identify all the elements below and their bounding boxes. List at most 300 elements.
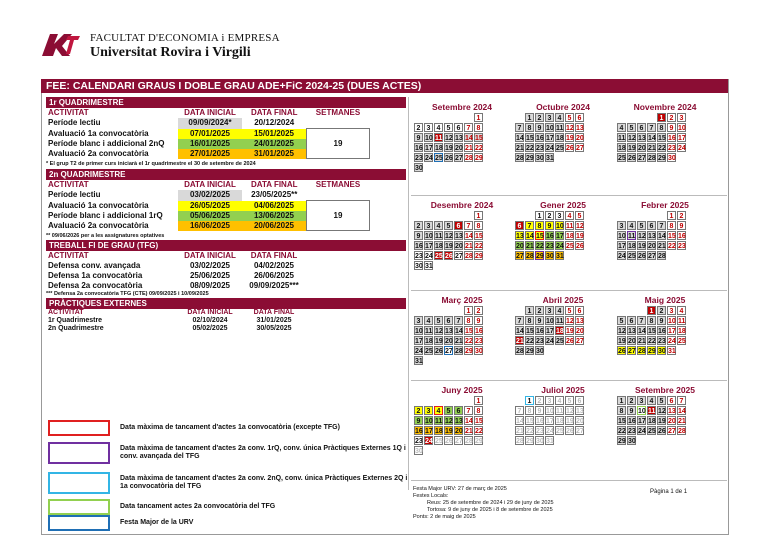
row-weeks: 19 bbox=[307, 129, 370, 159]
calendar-day: 1 bbox=[525, 396, 534, 405]
row-label: Defensa 1a convocatòria bbox=[48, 271, 143, 280]
calendar-day: 1 bbox=[474, 211, 483, 220]
legend-text: Festa Major de la URV bbox=[120, 519, 194, 526]
calendar-day: 7 bbox=[515, 406, 524, 415]
calendar-day: 6 bbox=[454, 123, 463, 132]
calendar-day: 1 bbox=[464, 306, 473, 315]
calendar-day: 29 bbox=[526, 348, 534, 355]
calendar-day: 22 bbox=[526, 338, 534, 345]
calendar-day: 27 bbox=[455, 253, 463, 260]
calendar-day: 21 bbox=[516, 145, 524, 152]
calendar-day: 11 bbox=[678, 318, 686, 325]
calendar-day: 15 bbox=[668, 233, 676, 240]
calendar-day: 6 bbox=[627, 316, 636, 325]
calendar-day: 24 bbox=[415, 348, 423, 355]
row-label: Avaluació 2a convocatòria bbox=[48, 148, 149, 158]
calendar-day: 21 bbox=[638, 338, 646, 345]
calendar-day: 5 bbox=[617, 316, 626, 325]
row-label: Període blanc i addicional 1rQ bbox=[48, 210, 163, 220]
calendar-day: 23 bbox=[536, 145, 544, 152]
calendar-day: 26 bbox=[445, 155, 453, 162]
footer-line: Ponts: 2 de maig de 2025 bbox=[413, 514, 476, 520]
row-weeks bbox=[307, 190, 370, 201]
row-label: 1r Quadrimestre bbox=[48, 317, 103, 324]
calendar-day: 7 bbox=[647, 123, 656, 132]
calendar-day: 27 bbox=[445, 348, 453, 355]
calendar-day: 2 bbox=[535, 306, 544, 315]
calendar-day: 18 bbox=[678, 328, 686, 335]
month-title: Octubre 2024 bbox=[536, 102, 590, 112]
calendar-day: 11 bbox=[618, 135, 626, 142]
legend-item bbox=[48, 420, 410, 436]
q2-row bbox=[46, 201, 370, 211]
row-weeks bbox=[307, 118, 370, 129]
calendar-day: 26 bbox=[566, 145, 574, 152]
page-title: FEE: CALENDARI GRAUS I DOBLE GRAU ADE+FiC 2024-25 (DUES ACTES) bbox=[41, 79, 728, 93]
calendar-day: 7 bbox=[677, 396, 686, 405]
calendar-day: 8 bbox=[464, 316, 473, 325]
calendar-day: 29 bbox=[465, 348, 473, 355]
calendar-day: 28 bbox=[465, 253, 473, 260]
calendar-day: 17 bbox=[425, 243, 433, 250]
row-start: 05/02/2025 bbox=[192, 325, 228, 332]
calendar-day: 6 bbox=[667, 396, 676, 405]
calendar-day: 31 bbox=[546, 155, 554, 162]
calendar-day: 7 bbox=[464, 221, 473, 230]
calendar-day: 1 bbox=[474, 113, 483, 122]
month-calendar bbox=[414, 199, 510, 270]
calendar-day: 25 bbox=[435, 438, 443, 445]
calendar-day: 30 bbox=[475, 348, 483, 355]
calendar-day: 30 bbox=[536, 438, 544, 445]
calendar-day: 29 bbox=[648, 348, 656, 355]
q2-header-setmanes: SETMANES bbox=[315, 180, 361, 189]
q2-section-title: 2n QUADRIMESTRE bbox=[46, 169, 406, 180]
calendar-day: 27 bbox=[455, 438, 463, 445]
calendar-day: 24 bbox=[546, 145, 554, 152]
calendar-day: 23 bbox=[668, 145, 676, 152]
legend-purple-swatch bbox=[48, 442, 110, 464]
month-calendar bbox=[515, 384, 611, 445]
row-end: 15/01/2025 bbox=[242, 129, 307, 139]
calendar-day: 28 bbox=[516, 155, 524, 162]
calendar-day: 25 bbox=[566, 243, 574, 250]
calendar-day: 27 bbox=[648, 253, 656, 260]
month-title: Desembre 2024 bbox=[430, 200, 494, 210]
calendar-day: 12 bbox=[628, 135, 636, 142]
calendar-day: 2 bbox=[667, 113, 676, 122]
calendar-day: 10 bbox=[556, 223, 564, 230]
faculty-name: FACULTAT D'ECONOMIA i EMPRESA bbox=[90, 32, 280, 44]
calendar-day: 19 bbox=[566, 418, 574, 425]
row-end: 09/09/2025*** bbox=[249, 281, 299, 290]
calendar-day: 22 bbox=[475, 243, 483, 250]
calendar-day: 15 bbox=[618, 418, 626, 425]
calendar-day: 16 bbox=[415, 145, 423, 152]
footer-line: Festa Major URV: 27 de març de 2025 bbox=[413, 486, 507, 492]
calendar-day: 29 bbox=[475, 253, 483, 260]
calendar-day: 28 bbox=[465, 438, 473, 445]
legend-text: Data tancament actes 2a convocatòria del TFG bbox=[120, 503, 276, 510]
tfg-header-activitat: ACTIVITAT bbox=[48, 251, 89, 260]
calendar-day: 23 bbox=[415, 155, 423, 162]
calendar-day: 9 bbox=[535, 406, 544, 415]
calendar-day: 4 bbox=[627, 221, 636, 230]
calendar-day: 28 bbox=[465, 155, 473, 162]
tfg-table bbox=[46, 251, 306, 291]
calendar-day: 17 bbox=[546, 135, 554, 142]
calendar-day: 17 bbox=[546, 328, 554, 335]
calendar-day: 31 bbox=[668, 348, 676, 355]
row-end: 31/01/2025 bbox=[242, 149, 307, 159]
calendar-day: 5 bbox=[444, 123, 453, 132]
calendar-day: 15 bbox=[465, 328, 473, 335]
q2-header-inici: DATA INICIAL bbox=[184, 180, 236, 189]
calendar-day: 2 bbox=[414, 221, 423, 230]
calendar-day: 19 bbox=[618, 338, 626, 345]
pe-section-title: PRÀCTIQUES EXTERNES bbox=[46, 298, 406, 309]
calendar-day: 14 bbox=[658, 233, 666, 240]
calendar-day: 7 bbox=[637, 316, 646, 325]
calendar-day: 12 bbox=[445, 418, 453, 425]
calendar-day: 15 bbox=[648, 328, 656, 335]
calendar-day: 27 bbox=[628, 348, 636, 355]
calendar-day: 26 bbox=[445, 438, 453, 445]
calendar-day: 28 bbox=[638, 348, 646, 355]
calendar-day: 7 bbox=[515, 123, 524, 132]
calendar-day: 12 bbox=[566, 125, 574, 132]
calendar-day: 26 bbox=[445, 253, 453, 260]
calendar-day: 14 bbox=[638, 328, 646, 335]
calendar-day: 23 bbox=[536, 428, 544, 435]
calendar-day: 5 bbox=[637, 221, 646, 230]
calendar-day: 1 bbox=[535, 211, 544, 220]
q2-header-activitat: ACTIVITAT bbox=[48, 180, 89, 189]
calendar-day: 22 bbox=[536, 243, 544, 250]
calendar-day: 14 bbox=[526, 233, 534, 240]
calendar-day: 20 bbox=[668, 418, 676, 425]
calendar-day: 15 bbox=[526, 135, 534, 142]
calendar-day: 7 bbox=[464, 406, 473, 415]
calendar-day: 25 bbox=[628, 253, 636, 260]
calendar-day: 18 bbox=[435, 243, 443, 250]
calendar-day: 28 bbox=[516, 438, 524, 445]
calendar-day: 3 bbox=[424, 406, 433, 415]
calendar-day: 6 bbox=[637, 123, 646, 132]
calendar-day: 6 bbox=[575, 113, 584, 122]
calendar-day: 25 bbox=[556, 428, 564, 435]
calendar-day: 25 bbox=[556, 145, 564, 152]
row-end: 20/06/2025 bbox=[242, 221, 307, 231]
month-title: Setembre 2025 bbox=[634, 385, 695, 395]
calendar-day: 14 bbox=[465, 233, 473, 240]
month-calendar bbox=[515, 294, 611, 355]
row-start: 16/06/2025 bbox=[178, 221, 242, 231]
calendar-day: 5 bbox=[565, 113, 574, 122]
tfg-header-inici: DATA INICIAL bbox=[184, 251, 236, 260]
calendar-day: 8 bbox=[474, 221, 483, 230]
row-start: 05/06/2025 bbox=[178, 211, 242, 221]
q1-header-activitat: ACTIVITAT bbox=[48, 108, 89, 117]
row-start: 03/02/2025 bbox=[178, 190, 242, 201]
calendar-day: 6 bbox=[575, 396, 584, 405]
calendar-day: 8 bbox=[617, 406, 626, 415]
q2-header-final: DATA FINAL bbox=[250, 180, 298, 189]
calendar-day: 18 bbox=[618, 145, 626, 152]
legend-text: Data màxima de tancament d'actes 2a conv. 2nQ, conv. única Pràctiques Externes 2Q i 1a convocatòria del TFG bbox=[120, 475, 408, 490]
calendar-day: 23 bbox=[415, 438, 423, 445]
calendar-day: 6 bbox=[575, 306, 584, 315]
calendar-day: 25 bbox=[435, 253, 443, 260]
calendar-day: 26 bbox=[658, 428, 666, 435]
calendar-day: 5 bbox=[565, 396, 574, 405]
month-calendar bbox=[414, 101, 510, 172]
calendar-day: 30 bbox=[668, 155, 676, 162]
calendar-day: 18 bbox=[566, 233, 574, 240]
q1-header-final: DATA FINAL bbox=[250, 108, 298, 117]
row-end: 31/01/2025 bbox=[256, 317, 292, 324]
calendar-day: 4 bbox=[677, 306, 686, 315]
calendar-day: 27 bbox=[668, 428, 676, 435]
calendar-day: 1 bbox=[525, 306, 534, 315]
month-title: Setembre 2024 bbox=[431, 102, 492, 112]
calendar-day: 5 bbox=[565, 306, 574, 315]
q2-note: ** 09/06/2026 per a les assignatures optatives bbox=[46, 233, 165, 239]
calendar-day: 4 bbox=[434, 406, 443, 415]
legend-text: Data màxima de tancament d'actes 2a conv. 1rQ, conv. única Pràctiques Externes 1Q i conv. avançada del TFG bbox=[120, 445, 406, 460]
calendar-day: 29 bbox=[475, 155, 483, 162]
calendar-day: 30 bbox=[546, 253, 554, 260]
calendar-day: 18 bbox=[556, 418, 564, 425]
calendar-day: 30 bbox=[658, 348, 666, 355]
month-calendar bbox=[617, 294, 713, 355]
calendar-day: 15 bbox=[658, 135, 666, 142]
calendar-day: 22 bbox=[668, 243, 676, 250]
calendar-day: 22 bbox=[465, 338, 473, 345]
month-calendar bbox=[414, 294, 510, 365]
calendar-day: 12 bbox=[566, 408, 574, 415]
calendar-day: 15 bbox=[536, 233, 544, 240]
calendar-day: 12 bbox=[445, 233, 453, 240]
calendar-day: 20 bbox=[455, 243, 463, 250]
tfg-row bbox=[46, 261, 306, 271]
calendar-day: 27 bbox=[576, 145, 584, 152]
month-title: Març 2025 bbox=[441, 295, 483, 305]
calendar-day: 7 bbox=[464, 123, 473, 132]
calendar-day: 3 bbox=[617, 221, 626, 230]
calendar-day: 19 bbox=[445, 428, 453, 435]
calendar-day: 25 bbox=[556, 338, 564, 345]
calendar-day: 26 bbox=[435, 348, 443, 355]
calendar-day: 29 bbox=[618, 438, 626, 445]
calendar-day: 6 bbox=[444, 316, 453, 325]
row-end: 24/01/2025 bbox=[242, 139, 307, 149]
q1-row bbox=[46, 129, 370, 139]
calendar-day: 9 bbox=[414, 133, 423, 142]
calendar-day: 17 bbox=[678, 135, 686, 142]
calendar-day: 8 bbox=[525, 316, 534, 325]
calendar-day: 19 bbox=[638, 243, 646, 250]
calendar-row-divider bbox=[411, 480, 727, 481]
calendar-day: 9 bbox=[677, 221, 686, 230]
calendar-day: 11 bbox=[435, 233, 443, 240]
calendar-day: 2 bbox=[474, 306, 483, 315]
calendar-day: 13 bbox=[455, 418, 463, 425]
calendar-day: 12 bbox=[576, 223, 584, 230]
row-start: 03/02/2025 bbox=[189, 261, 231, 270]
calendar-day: 4 bbox=[647, 396, 656, 405]
calendar-day: 20 bbox=[445, 338, 453, 345]
calendar-day: 19 bbox=[628, 145, 636, 152]
calendar-day: 13 bbox=[445, 328, 453, 335]
pe-row bbox=[46, 325, 306, 333]
calendar-day: 2 bbox=[414, 406, 423, 415]
page-number: Pàgina 1 de 1 bbox=[650, 489, 688, 495]
month-title: Maig 2025 bbox=[644, 295, 686, 305]
calendar-day: 9 bbox=[545, 221, 554, 230]
calendar-day: 8 bbox=[474, 406, 483, 415]
calendar-day: 10 bbox=[678, 125, 686, 132]
calendar-day: 21 bbox=[516, 428, 524, 435]
calendar-day: 15 bbox=[526, 328, 534, 335]
calendar-day: 30 bbox=[536, 155, 544, 162]
calendar-day: 27 bbox=[576, 428, 584, 435]
row-start: 16/01/2025 bbox=[178, 139, 242, 149]
calendar-day: 16 bbox=[678, 233, 686, 240]
calendar-day: 30 bbox=[415, 165, 423, 172]
calendar-day: 31 bbox=[556, 253, 564, 260]
calendar-day: 5 bbox=[575, 211, 584, 220]
calendar-day: 20 bbox=[628, 338, 636, 345]
row-label: Avaluació 1a convocatòria bbox=[48, 200, 149, 210]
calendar-day: 12 bbox=[658, 408, 666, 415]
calendar-day: 28 bbox=[658, 253, 666, 260]
calendar-day: 10 bbox=[618, 233, 626, 240]
calendar-day: 16 bbox=[536, 135, 544, 142]
calendar-day: 25 bbox=[678, 338, 686, 345]
row-end: 04/06/2025 bbox=[242, 201, 307, 211]
calendar-day: 15 bbox=[526, 418, 534, 425]
calendar-day: 13 bbox=[668, 408, 676, 415]
calendar-day: 19 bbox=[435, 338, 443, 345]
calendar-day: 22 bbox=[475, 145, 483, 152]
pe-header-inici: DATA INICIAL bbox=[187, 309, 233, 316]
calendar-day: 14 bbox=[516, 418, 524, 425]
month-title: Juliol 2025 bbox=[541, 385, 585, 395]
tfg-header-final: DATA FINAL bbox=[250, 251, 298, 260]
calendar-day: 7 bbox=[454, 316, 463, 325]
row-label: Defensa 2a convocatòria bbox=[48, 281, 143, 290]
calendar-day: 29 bbox=[536, 253, 544, 260]
row-start: 02/10/2024 bbox=[192, 317, 228, 324]
calendar-day: 24 bbox=[556, 243, 564, 250]
calendar-day: 13 bbox=[576, 318, 584, 325]
calendar-day: 4 bbox=[434, 221, 443, 230]
calendar-day: 13 bbox=[638, 135, 646, 142]
calendar-day: 4 bbox=[555, 306, 564, 315]
row-start: 25/06/2025 bbox=[189, 271, 231, 280]
q1-section-title: 1r QUADRIMESTRE bbox=[46, 97, 406, 108]
calendar-day: 10 bbox=[668, 318, 676, 325]
calendar-day: 26 bbox=[576, 243, 584, 250]
calendar-day: 10 bbox=[425, 233, 433, 240]
calendar-day: 28 bbox=[648, 155, 656, 162]
row-start: 07/01/2025 bbox=[178, 129, 242, 139]
row-label: Període lectiu bbox=[48, 118, 101, 128]
calendar-day: 1 bbox=[525, 113, 534, 122]
calendar-day: 8 bbox=[657, 123, 666, 132]
calendar-day: 28 bbox=[678, 428, 686, 435]
calendar-day: 18 bbox=[435, 428, 443, 435]
calendar-day: 14 bbox=[516, 135, 524, 142]
calendar-day: 11 bbox=[566, 223, 574, 230]
calendar-day: 10 bbox=[546, 125, 554, 132]
calendar-day: 13 bbox=[455, 135, 463, 142]
calendar-day: 21 bbox=[658, 243, 666, 250]
month-title: Febrer 2025 bbox=[641, 200, 689, 210]
calendar-day: 19 bbox=[576, 233, 584, 240]
calendar-day: 26 bbox=[638, 253, 646, 260]
calendar-day: 11 bbox=[425, 328, 433, 335]
q1-table bbox=[46, 108, 370, 159]
calendar-day: 1 bbox=[647, 306, 656, 315]
calendar-day: 12 bbox=[618, 328, 626, 335]
calendar-day: 18 bbox=[556, 135, 564, 142]
row-end: 30/05/2025 bbox=[256, 325, 292, 332]
calendar-day: 10 bbox=[638, 408, 646, 415]
legend-item bbox=[48, 472, 410, 494]
calendar-day: 22 bbox=[618, 428, 626, 435]
row-label: Període blanc i addicional 2nQ bbox=[48, 138, 165, 148]
calendar-day: 8 bbox=[535, 221, 544, 230]
calendar-day: 9 bbox=[535, 316, 544, 325]
row-start: 08/09/2025 bbox=[189, 281, 231, 290]
month-calendar bbox=[515, 199, 611, 260]
calendar-day: 12 bbox=[638, 233, 646, 240]
calendar-day: 17 bbox=[415, 338, 423, 345]
calendar-day: 6 bbox=[454, 406, 463, 415]
calendar-day: 2 bbox=[414, 123, 423, 132]
calendar-day: 19 bbox=[566, 135, 574, 142]
calendar-day: 13 bbox=[455, 233, 463, 240]
calendar-day: 10 bbox=[546, 318, 554, 325]
calendar-day: 29 bbox=[475, 438, 483, 445]
calendar-day: 10 bbox=[415, 328, 423, 335]
calendar-day: 15 bbox=[475, 233, 483, 240]
calendar-day: 5 bbox=[657, 396, 666, 405]
calendar-day: 4 bbox=[565, 211, 574, 220]
row-start: 26/05/2025 bbox=[178, 201, 242, 211]
legend-blue-swatch bbox=[48, 515, 110, 531]
calendar-day: 11 bbox=[556, 318, 564, 325]
month-calendar bbox=[617, 101, 713, 162]
q1-header-inici: DATA INICIAL bbox=[184, 108, 236, 117]
calendar-day: 2 bbox=[535, 396, 544, 405]
calendar-day: 16 bbox=[475, 328, 483, 335]
calendar-day: 26 bbox=[618, 348, 626, 355]
calendar-day: 4 bbox=[555, 113, 564, 122]
calendar-day: 23 bbox=[658, 338, 666, 345]
row-label: Defensa conv. avançada bbox=[48, 261, 141, 270]
month-calendar bbox=[515, 101, 611, 162]
q2-row bbox=[46, 190, 370, 201]
calendar-day: 3 bbox=[545, 306, 554, 315]
calendar-day: 6 bbox=[515, 221, 524, 230]
university-name: Universitat Rovira i Virgili bbox=[90, 45, 251, 60]
calendar-day: 28 bbox=[526, 253, 534, 260]
calendar-day: 25 bbox=[435, 155, 443, 162]
calendar-day: 3 bbox=[424, 123, 433, 132]
